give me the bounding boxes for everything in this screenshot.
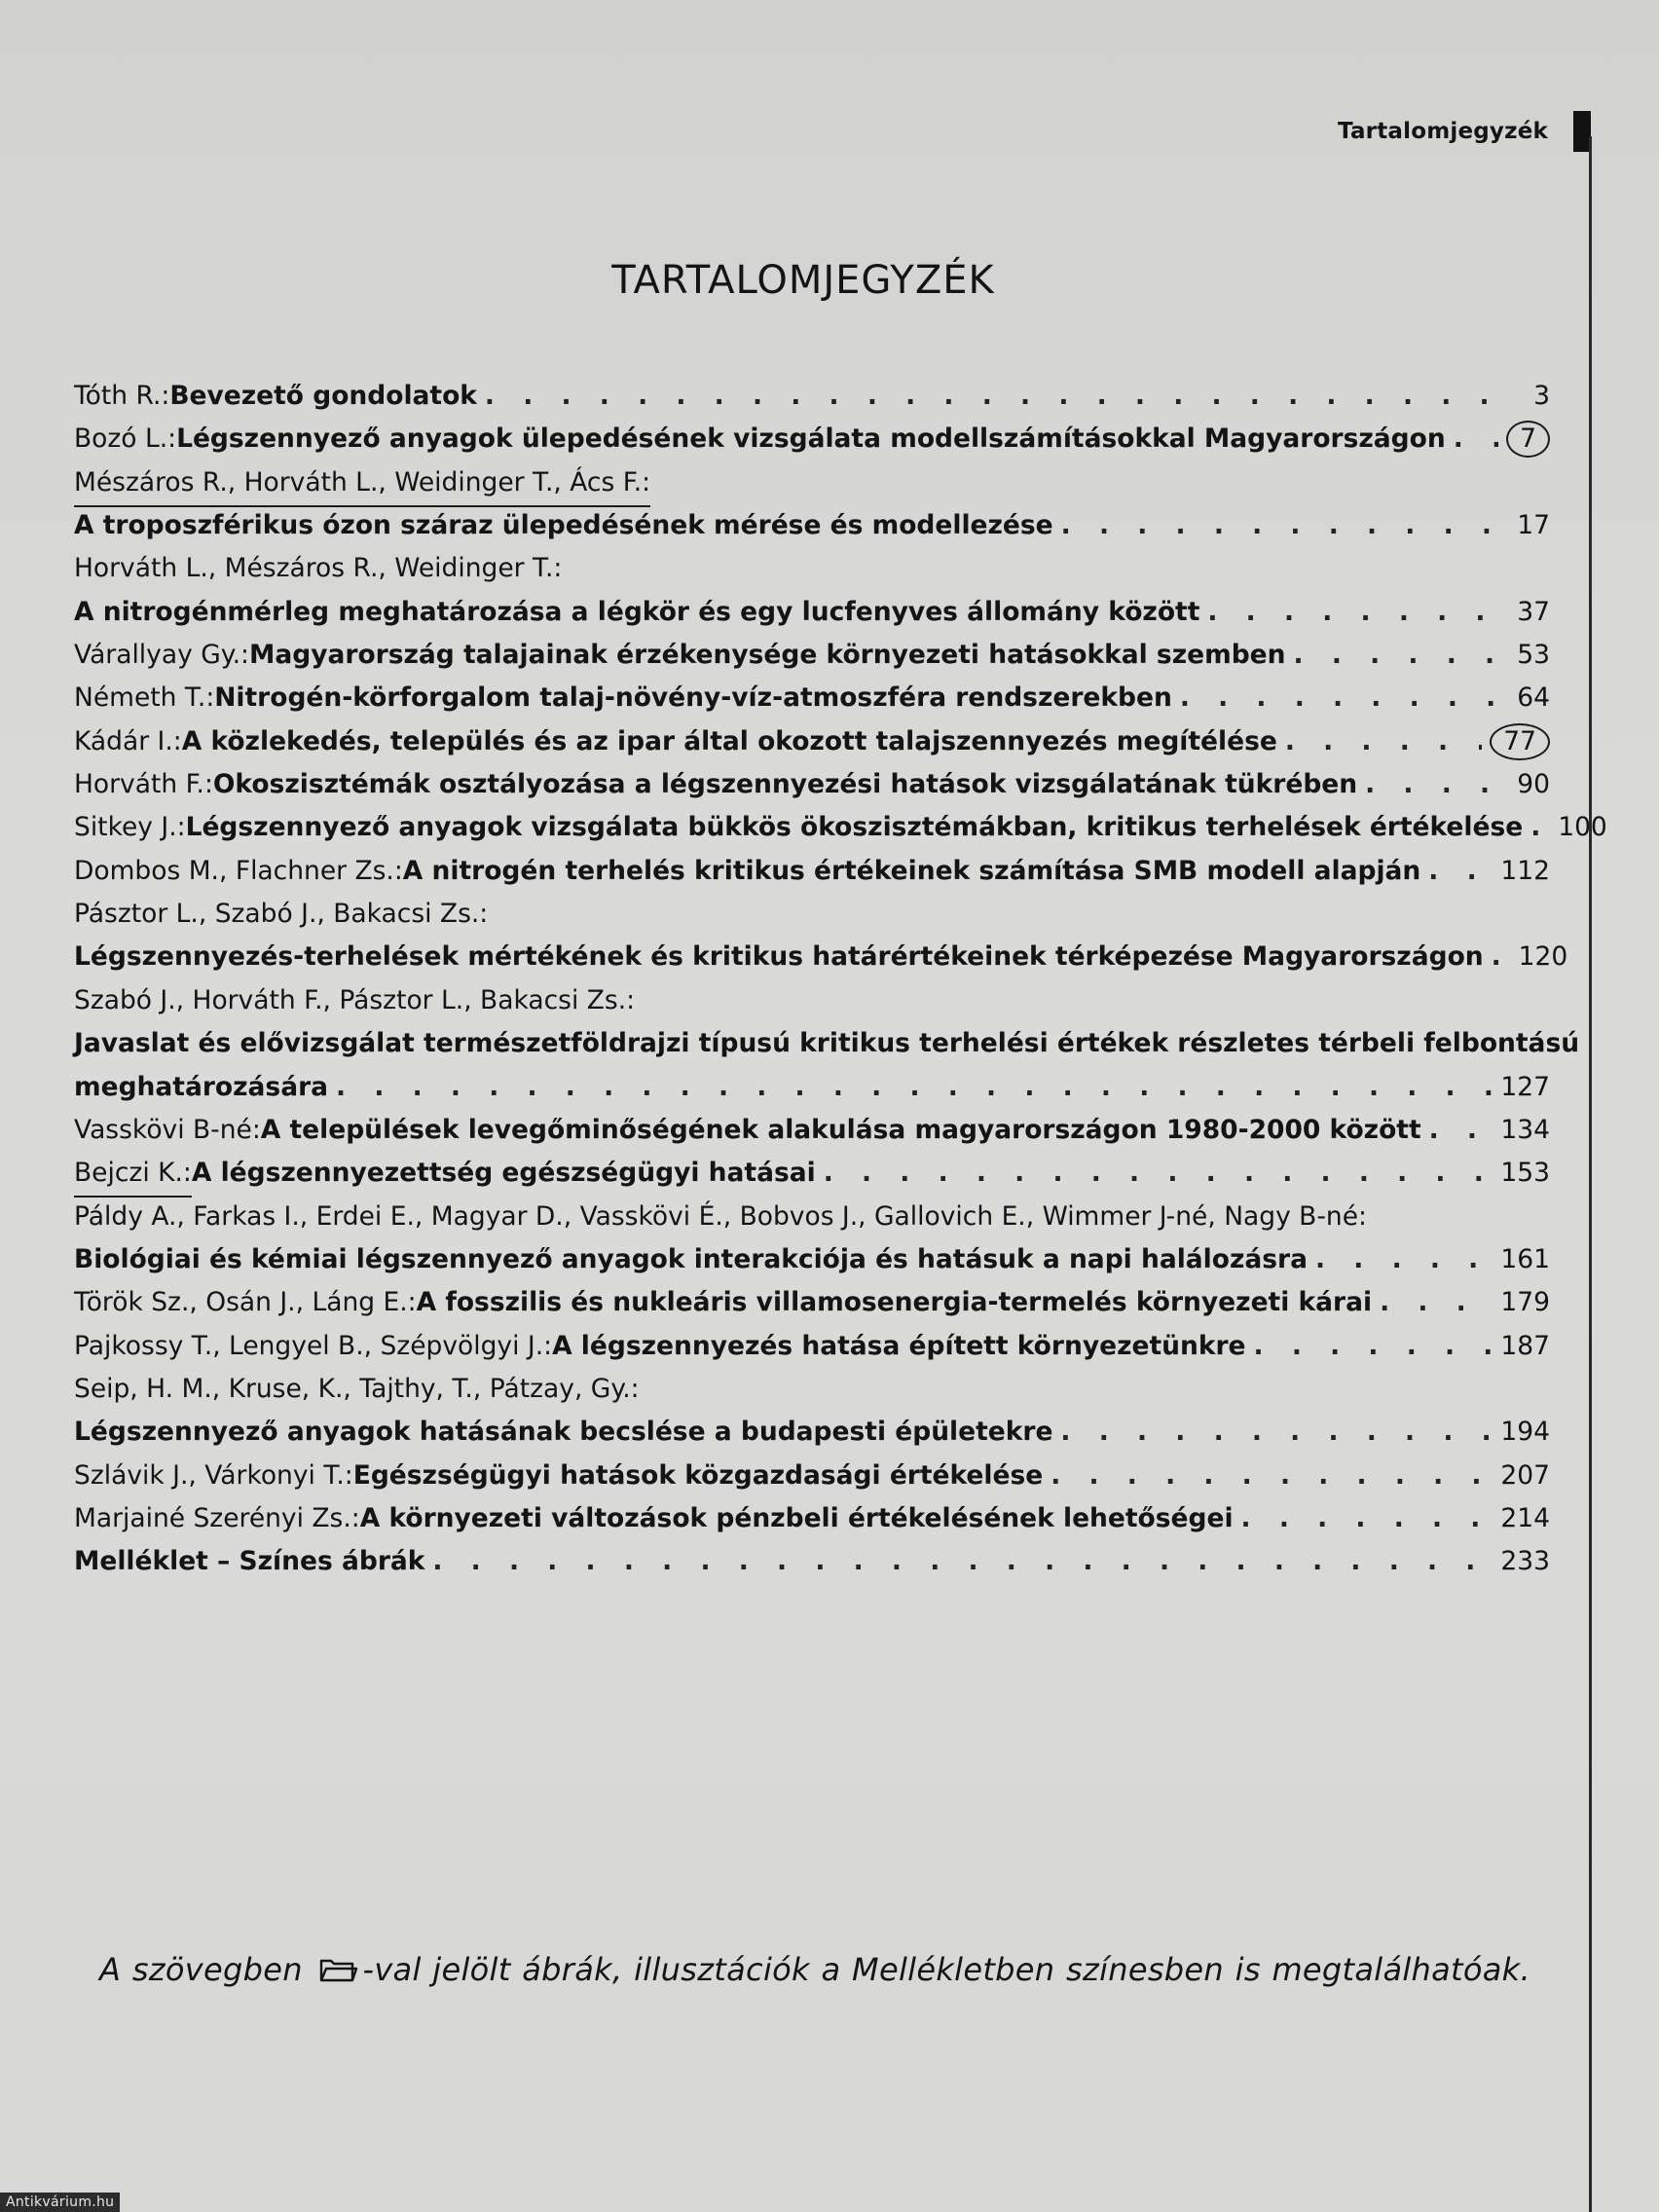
toc-entry <box>74 375 1550 418</box>
page-title: TARTALOMJEGYZÉK <box>611 257 995 303</box>
toc-entry <box>74 591 1550 634</box>
toc-title: Egészségügyi hatások közgazdasági értékelése <box>352 1459 1044 1491</box>
toc-authors-line <box>74 547 1550 590</box>
toc-authors: Szabó J., Horváth F., Pásztor L., Bakacsi Zs.: <box>74 984 636 1015</box>
toc-entry <box>74 504 1550 547</box>
toc-leader <box>824 1152 1493 1195</box>
toc-page: 179 <box>1500 1287 1550 1318</box>
toc-authors: Seip, H. M., Kruse, K., Tajthy, T., Pátzay, Gy.: <box>74 1373 640 1404</box>
running-head: Tartalomjegyzék <box>1338 119 1548 144</box>
toc-title: Légszennyező anyagok hatásának becslése a budapesti épületekre <box>74 1417 1053 1448</box>
toc-leader <box>1241 1497 1493 1540</box>
toc-authors: Kádár I.: <box>74 725 182 756</box>
toc-title: Okoszisztémák osztályozása a légszennyezési hatások vizsgálatának tükrében <box>212 769 1358 800</box>
toc-page: 112 <box>1500 855 1550 886</box>
table-of-contents <box>74 375 1607 1584</box>
toc-title: A környezeti változások pénzbeli értékelésének lehetőségei <box>359 1502 1234 1533</box>
toc-page: 134 <box>1500 1114 1550 1145</box>
toc-entry <box>74 1238 1550 1281</box>
toc-authors: Dombos M., Flachner Zs.: <box>74 855 403 886</box>
toc-authors-line <box>74 1196 1550 1238</box>
toc-entry <box>74 1455 1550 1497</box>
folder-icon <box>317 1955 358 1984</box>
toc-leader <box>1454 418 1498 461</box>
toc-authors-line <box>74 461 1550 504</box>
toc-entry <box>74 936 1568 978</box>
toc-title: Bevezető gondolatok <box>169 381 477 411</box>
toc-authors: Páldy A., Farkas I., Erdei E., Magyar D., Vasskövi É., Bobvos J., Gallovich E., Wimmer J-né, Nagy B-né: <box>74 1200 1367 1232</box>
toc-leader <box>1429 1109 1493 1152</box>
toc-title: A nitrogénmérleg meghatározása a légkör és egy lucfenyves állomány között <box>74 596 1200 627</box>
toc-entry <box>74 1152 1550 1195</box>
toc-leader <box>1060 1411 1493 1454</box>
toc-entry <box>74 720 1550 763</box>
toc-title: Biológiai és kémiai légszennyező anyagok interakciója és hatásuk a napi halálozásra <box>74 1243 1309 1274</box>
toc-leader <box>1051 1455 1493 1497</box>
toc-leader <box>1315 1238 1493 1281</box>
toc-title: Magyarország talajainak érzékenysége környezeti hatásokkal szemben <box>249 640 1286 671</box>
toc-title: Légszennyezés-terhelések mértékének és kritikus határértékeinek térképezése Magyarországon <box>74 941 1484 973</box>
toc-authors: Marjainé Szerényi Zs.: <box>74 1502 360 1533</box>
toc-entry <box>74 1497 1550 1540</box>
toc-leader <box>1254 1325 1493 1368</box>
toc-page: 127 <box>1500 1071 1550 1102</box>
toc-page: 53 <box>1517 640 1550 671</box>
toc-title: A légszennyezés hatása épített környezetünkre <box>552 1330 1246 1361</box>
toc-leader <box>1294 634 1507 677</box>
toc-leader <box>1428 850 1493 893</box>
toc-page <box>1506 418 1550 461</box>
toc-entry <box>74 850 1550 893</box>
toc-title: A fosszilis és nukleáris villamosenergia-termelés környezeti kárai <box>416 1287 1373 1318</box>
toc-title: A települések levegőminőségének alakulása magyarországon 1980-2000 között <box>260 1114 1421 1145</box>
toc-authors: Vasskövi B-né: <box>74 1114 261 1145</box>
toc-authors: Sitkey J.: <box>74 812 186 843</box>
toc-title: A troposzférikus ózon száraz ülepedésének mérése és modellezése <box>74 510 1053 541</box>
toc-page: 153 <box>1500 1158 1550 1189</box>
toc-entry <box>74 418 1550 461</box>
toc-title: A nitrogén terhelés kritikus értékeinek számítása SMB modell alapján <box>402 855 1421 886</box>
toc-authors: Németh T.: <box>74 682 215 714</box>
toc-title: Légszennyező anyagok ülepedésének vizsgálata modellszámításokkal Magyarországon <box>176 424 1446 455</box>
toc-leader <box>1207 591 1507 634</box>
toc-authors: Bozó L.: <box>74 424 177 455</box>
toc-title: A közlekedés, település és az ipar által okozott talajszennyezés megítélése <box>181 725 1277 756</box>
toc-page: 120 <box>1518 941 1568 973</box>
toc-entry <box>74 634 1550 677</box>
toc-authors-line <box>74 979 1550 1022</box>
toc-authors: Pajkossy T., Lengyel B., Szépvölgyi J.: <box>74 1330 553 1361</box>
toc-title: Légszennyező anyagok vizsgálata bükkös ökoszisztémákban, kritikus terhelések értékelése <box>185 812 1524 843</box>
toc-entry <box>74 806 1607 849</box>
circled-page-mark: 77 <box>1490 723 1550 760</box>
toc-entry <box>74 1281 1550 1324</box>
toc-page: 17 <box>1517 510 1550 541</box>
toc-leader <box>1285 720 1482 763</box>
toc-page <box>1490 720 1550 763</box>
toc-page: 100 <box>1558 812 1607 843</box>
footnote-text-start: A szövegben <box>99 1951 303 1988</box>
toc-leader <box>1380 1281 1493 1324</box>
toc-leader <box>485 375 1507 418</box>
toc-leader <box>336 1066 1493 1109</box>
toc-title: meghatározására <box>74 1071 329 1102</box>
toc-page: 161 <box>1500 1243 1550 1274</box>
toc-title: A légszennyezettség egészségügyi hatásai <box>191 1158 816 1189</box>
toc-entry <box>74 763 1550 806</box>
toc-leader <box>1180 677 1507 719</box>
toc-entry <box>74 1411 1550 1454</box>
toc-title: Melléklet – Színes ábrák <box>74 1546 425 1577</box>
toc-page: 3 <box>1533 381 1550 411</box>
toc-entry <box>74 1109 1550 1152</box>
toc-leader <box>1492 936 1511 978</box>
toc-page: 90 <box>1517 769 1550 800</box>
toc-authors: Tóth R.: <box>74 381 170 411</box>
page-edge-line <box>1589 136 1592 2212</box>
toc-entry <box>74 1066 1550 1109</box>
toc-authors: Török Sz., Osán J., Láng E.: <box>74 1287 417 1318</box>
toc-leader <box>1530 806 1550 849</box>
toc-authors-line <box>74 893 1550 936</box>
toc-leader <box>1365 763 1507 806</box>
toc-title: Javaslat és elővizsgálat természetföldrajzi típusú kritikus terhelési értékek részletes térbeli felbontású <box>74 1028 1580 1059</box>
toc-page: 233 <box>1500 1546 1550 1577</box>
toc-page: 207 <box>1500 1459 1550 1491</box>
toc-authors: Horváth L., Mészáros R., Weidinger T.: <box>74 553 563 584</box>
watermark: Antikvárium.hu <box>0 2193 120 2212</box>
toc-authors-line <box>74 1368 1550 1411</box>
toc-page: 194 <box>1500 1417 1550 1448</box>
toc-entry <box>74 1540 1550 1583</box>
toc-title-line <box>74 1022 1580 1065</box>
toc-page: 214 <box>1500 1502 1550 1533</box>
toc-leader <box>1061 504 1507 547</box>
toc-entry <box>74 677 1550 719</box>
toc-page: 64 <box>1517 682 1550 714</box>
toc-authors: Pásztor L., Szabó J., Bakacsi Zs.: <box>74 899 489 930</box>
toc-entry <box>74 1325 1550 1368</box>
toc-authors: Mészáros R., Horváth L., Weidinger T., Ács F.: <box>74 461 650 507</box>
circled-page-mark: 7 <box>1506 421 1550 458</box>
toc-page: 37 <box>1517 596 1550 627</box>
toc-title: Nitrogén-körforgalom talaj-növény-víz-atmoszféra rendszerekben <box>214 682 1172 714</box>
footnote <box>99 1951 1530 1988</box>
footnote-text-end: -val jelölt ábrák, illusztációk a Mellékletben színesben is megtalálhatóak. <box>362 1951 1530 1988</box>
toc-authors: Horváth F.: <box>74 769 213 800</box>
toc-page: 187 <box>1500 1330 1550 1361</box>
toc-authors: Bejczi K.: <box>74 1152 192 1198</box>
toc-authors: Szlávik J., Várkonyi T.: <box>74 1459 353 1491</box>
toc-leader <box>432 1540 1493 1583</box>
toc-authors: Várallyay Gy.: <box>74 640 249 671</box>
